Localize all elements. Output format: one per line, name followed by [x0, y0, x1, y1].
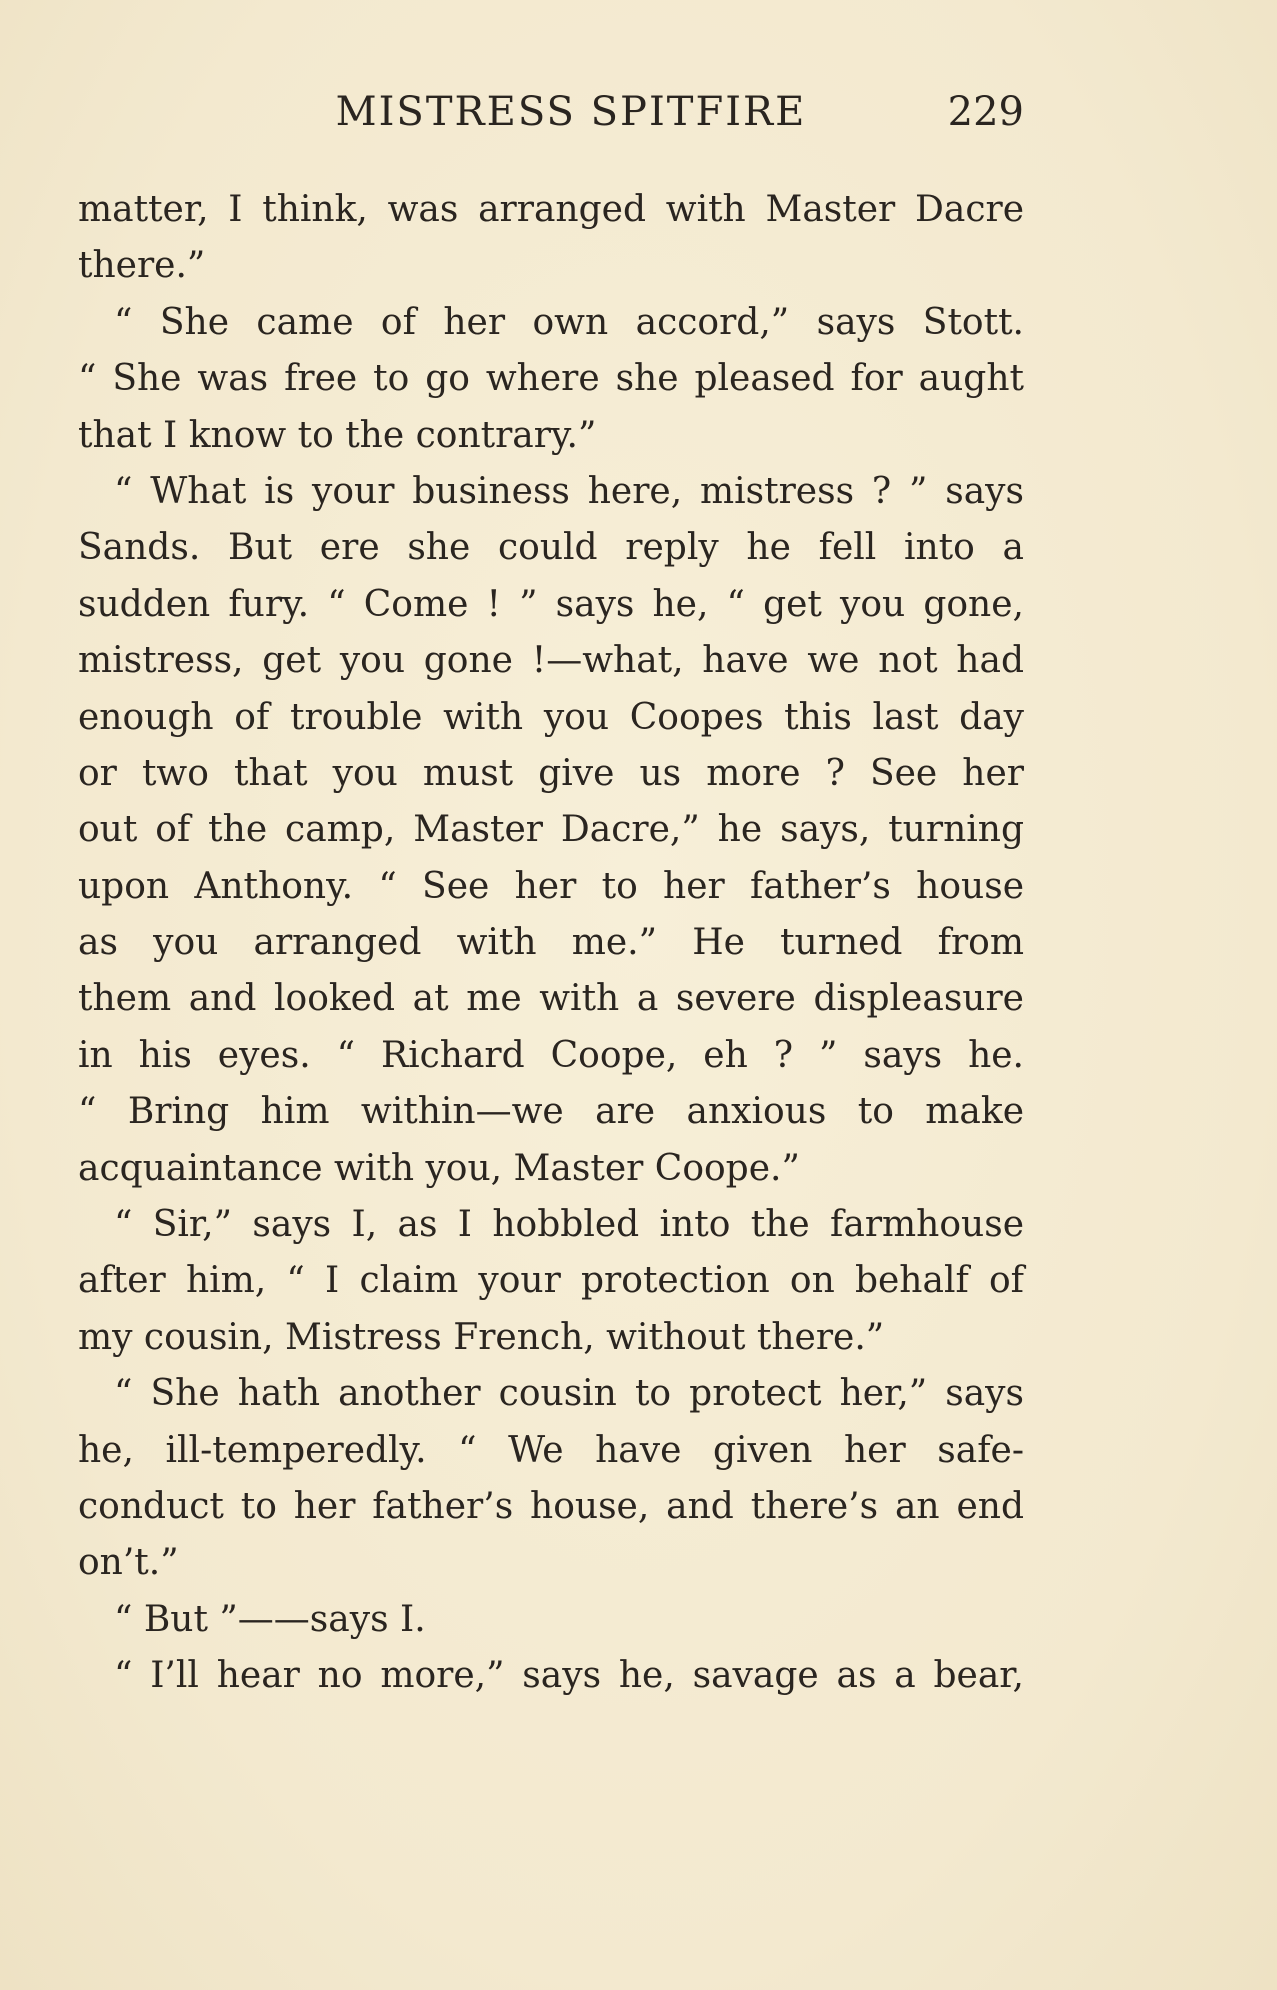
text-line: in his eyes. “ Richard Coope, eh ? ” says he.	[78, 1034, 1024, 1076]
text-line: that I know to the contrary.”	[78, 414, 597, 456]
running-head	[78, 82, 1024, 142]
text-line: after him, “ I claim your protection on behalf of	[78, 1260, 1024, 1302]
text-line: there.”	[78, 245, 206, 287]
text-line: them and looked at me with a severe displeasure	[78, 978, 1024, 1020]
text-line: “ But ”——says I.	[114, 1598, 426, 1640]
text-line: “ I’ll hear no more,” says he, savage as a bear,	[114, 1655, 1024, 1697]
text-line: acquaintance with you, Master Coope.”	[78, 1147, 800, 1189]
text-line: sudden fury. “ Come ! ” says he, “ get you gone,	[78, 583, 1024, 625]
text-line: my cousin, Mistress French, without there.”	[78, 1316, 885, 1358]
text-line: or two that you must give us more ? See her	[78, 752, 1024, 794]
text-line: “ She was free to go where she pleased for aught	[78, 358, 1024, 400]
text-line: on’t.”	[78, 1542, 179, 1584]
running-title: MISTRESS SPITFIRE	[335, 89, 807, 135]
page-number: 229	[947, 89, 1024, 135]
text-line: “ She hath another cousin to protect her,” says	[114, 1373, 1024, 1415]
text-line: as you arranged with me.” He turned from	[78, 922, 1024, 964]
text-line: Sands. But ere she could reply he fell into a	[78, 527, 1024, 569]
text-line: upon Anthony. “ See her to her father’s house	[78, 865, 1024, 907]
body-text	[78, 182, 1024, 1705]
text-line: out of the camp, Master Dacre,” he says, turning	[78, 809, 1024, 851]
text-line: “ She came of her own accord,” says Stott.	[114, 301, 1024, 343]
text-line: matter, I think, was arranged with Master Dacre	[78, 189, 1024, 230]
text-line: “ Sir,” says I, as I hobbled into the farmhouse	[114, 1204, 1024, 1246]
text-line: “ Bring him within—we are anxious to make	[78, 1091, 1024, 1133]
text-line: “ What is your business here, mistress ? ” says	[114, 470, 1024, 512]
text-line: enough of trouble with you Coopes this last day	[78, 696, 1024, 738]
text-line: mistress, get you gone !—what, have we not had	[78, 640, 1024, 682]
text-line: he, ill-temperedly. “ We have given her safe-	[78, 1429, 1024, 1471]
text-line: conduct to her father’s house, and there’s an end	[78, 1485, 1024, 1527]
